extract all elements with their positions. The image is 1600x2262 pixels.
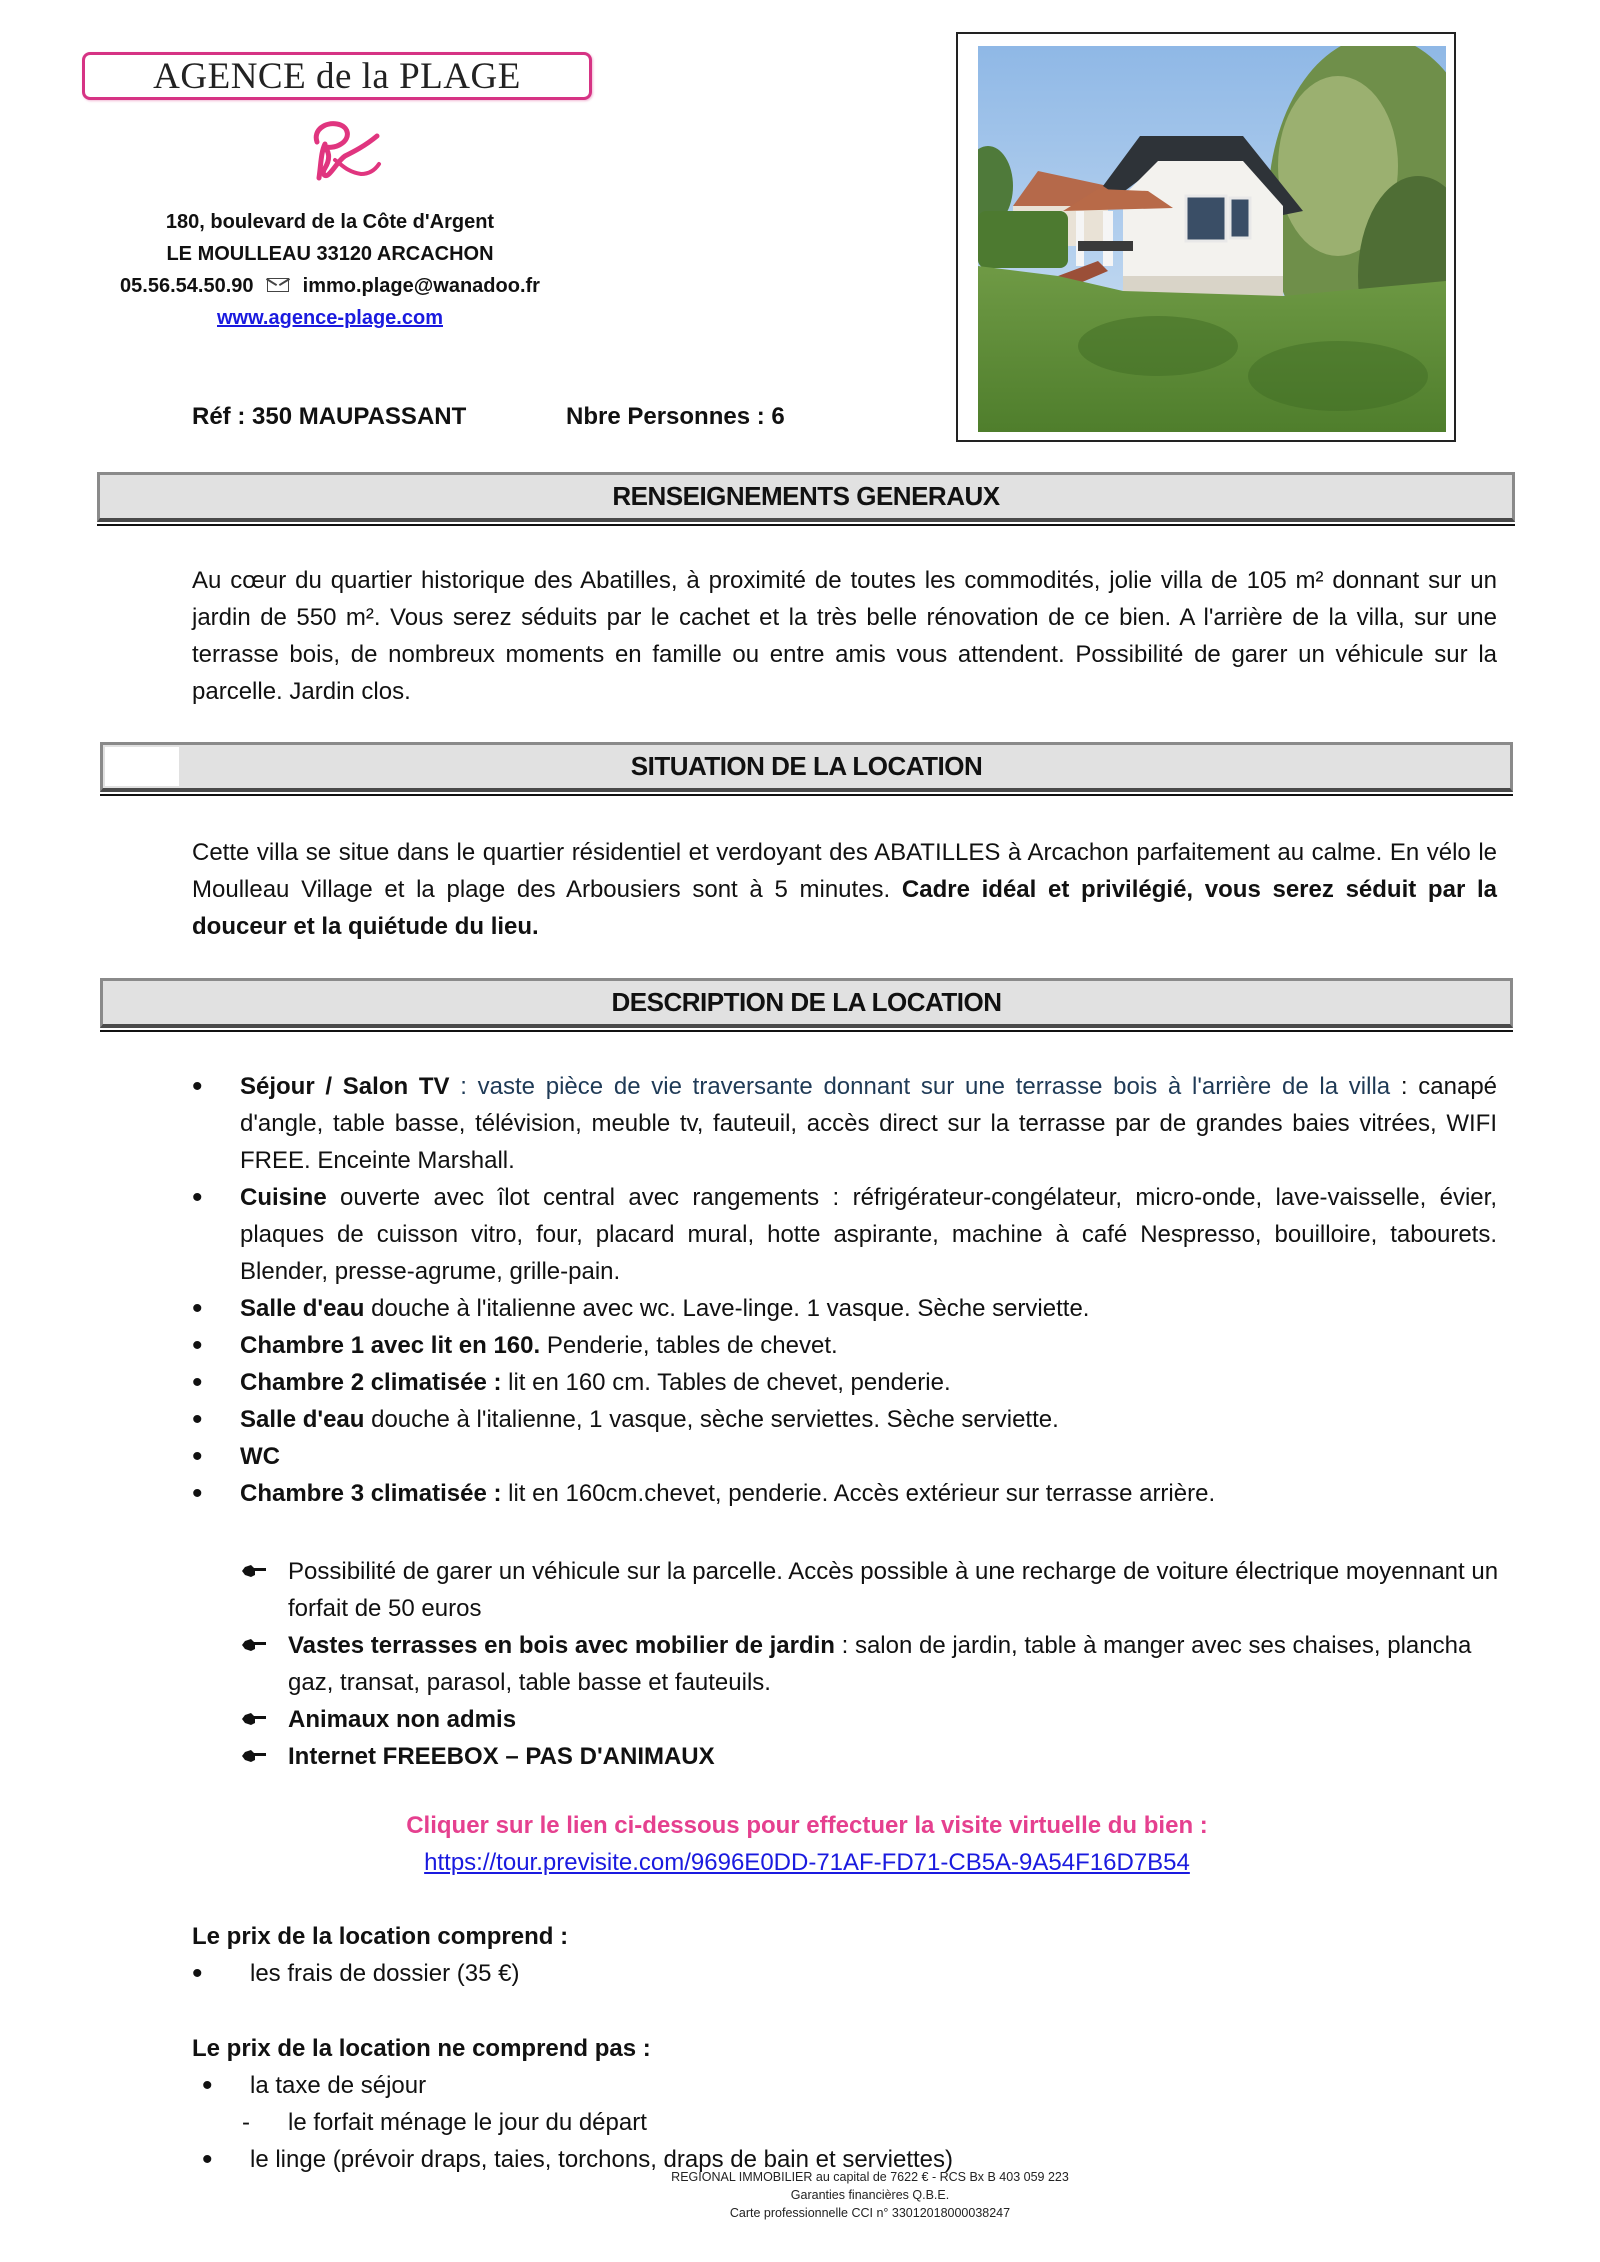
price-exclude-item: la taxe de séjour xyxy=(250,2072,427,2099)
room-name: Chambre 2 climatisée : xyxy=(240,1369,502,1396)
agency-website-link[interactable]: www.agence-plage.com xyxy=(217,307,443,329)
general-description: Au cœur du quartier historique des Abatilles, à proximité de toutes les commodités, jolie villa de 105 m² donnant sur un jardin de 550 m². Vous serez séduits par le cachet et la très belle rénovation de ce bien. A l'arrière de la villa, sur une terrasse bois, de nombreux moments en famille ou entre amis vous attendent. Possibilité de garer un véhicule sur la parcelle. Jardin clos. xyxy=(192,567,1497,705)
section-header-general xyxy=(97,472,1515,522)
extra-title: Vastes terrasses en bois avec mobilier de jardin xyxy=(288,1632,835,1659)
section-header-description xyxy=(100,978,1513,1028)
agency-email[interactable]: immo.plage@wanadoo.fr xyxy=(302,275,540,297)
list-item xyxy=(192,1290,1497,1327)
section-title: SITUATION DE LA LOCATION xyxy=(630,751,983,781)
list-item xyxy=(242,1701,1512,1738)
price-includes-heading: Le prix de la location comprend : xyxy=(192,1923,569,1950)
room-name: Salle d'eau xyxy=(240,1295,365,1322)
list-item xyxy=(192,1364,1497,1401)
list-item xyxy=(192,1068,1497,1179)
legal-footer xyxy=(560,2168,1180,2222)
agency-phone: 05.56.54.50.90 xyxy=(120,275,254,297)
bullet-icon: • xyxy=(202,2069,213,2102)
section-title: DESCRIPTION DE LA LOCATION xyxy=(611,987,1002,1017)
listing-reference: Réf : 350 MAUPASSANT xyxy=(192,403,467,430)
extra-title: Animaux non admis xyxy=(288,1706,517,1733)
footer-guarantee: Garanties financières Q.B.E. xyxy=(790,2188,950,2202)
extra-title: Internet FREEBOX – PAS D'ANIMAUX xyxy=(288,1743,715,1770)
price-excludes-heading: Le prix de la location ne comprend pas : xyxy=(192,2035,651,2062)
dash-marker: - xyxy=(242,2109,250,2136)
price-exclude-item: le linge (prévoir draps, taies, torchons, draps de bain et serviettes) xyxy=(250,2146,954,2173)
list-item xyxy=(192,1475,1497,1512)
room-name: Chambre 3 climatisée : xyxy=(240,1480,502,1507)
footer-company: REGIONAL IMMOBILIER au capital de 7622 € - RCS Bx B 403 059 223 xyxy=(671,2170,1069,2184)
situation-description xyxy=(192,834,1497,945)
room-name: Séjour / Salon TV xyxy=(240,1073,450,1100)
property-photo xyxy=(978,46,1446,432)
envelope-icon xyxy=(267,278,289,292)
room-name: WC xyxy=(240,1443,280,1470)
room-details: lit en 160 cm. Tables de chevet, penderie. xyxy=(501,1369,951,1396)
section-title: RENSEIGNEMENTS GENERAUX xyxy=(612,481,1000,511)
bullet-icon: • xyxy=(192,1957,203,1990)
listing-persons: Nbre Personnes : 6 xyxy=(566,403,785,430)
bullet-icon: • xyxy=(202,2143,213,2176)
pointing-hand-icon xyxy=(242,1639,266,1651)
price-exclude-item: le forfait ménage le jour du départ xyxy=(288,2109,647,2136)
header-white-tab xyxy=(105,747,179,786)
section-header-situation xyxy=(100,742,1513,792)
pointing-hand-icon xyxy=(242,1565,266,1577)
price-include-item: les frais de dossier (35 €) xyxy=(250,1960,520,1987)
room-name: Chambre 1 avec lit en 160. xyxy=(240,1332,541,1359)
property-photo-frame xyxy=(956,32,1456,442)
extra-text: : salon de jardin, table à manger avec ses chaises, plancha gaz, transat, parasol, table basse et fauteuils. xyxy=(288,1632,1472,1696)
agency-logo xyxy=(82,52,592,100)
room-name: Salle d'eau xyxy=(240,1406,365,1433)
room-list xyxy=(192,1068,1497,1512)
room-details: ouverte avec îlot central avec rangements : réfrigérateur-congélateur, micro-onde, lave-vaisselle, évier, plaques de cuisson vitro, four, placard mural, hotte aspirante, machine à café Nespresso, bouilloire, tabourets. Blender, presse-agrume, grille-pain. xyxy=(240,1184,1497,1285)
extras-list xyxy=(242,1553,1512,1775)
room-details: Penderie, tables de chevet. xyxy=(540,1332,838,1359)
virtual-tour-cta: Cliquer sur le lien ci-dessous pour effectuer la visite virtuelle du bien : xyxy=(406,1812,1208,1839)
list-item xyxy=(242,1553,1512,1627)
room-name: Cuisine xyxy=(240,1184,327,1211)
agency-r-logo-icon xyxy=(295,112,385,192)
pointing-hand-icon xyxy=(242,1713,266,1725)
list-item xyxy=(192,1327,1497,1364)
situation-text-bold: Cadre idéal et privilégié, vous serez séduit par la douceur et la quiétude du lieu. xyxy=(192,876,1497,940)
room-details: douche à l'italienne avec wc. Lave-linge. 1 vasque. Sèche serviette. xyxy=(364,1295,1090,1322)
room-details: lit en 160cm.chevet, penderie. Accès extérieur sur terrasse arrière. xyxy=(501,1480,1216,1507)
situation-text: Cette villa se situe dans le quartier résidentiel et verdoyant des ABATILLES à Arcachon parfaitement au calme. En vélo le Moulleau Village et la plage des Arbousiers sont à 5 minutes. xyxy=(192,839,1497,903)
list-item xyxy=(242,1627,1512,1701)
pointing-hand-icon xyxy=(242,1750,266,1762)
agency-contact xyxy=(60,206,600,334)
extra-text: Possibilité de garer un véhicule sur la parcelle. Accès possible à une recharge de voiture électrique moyennant un forfait de 50 euros xyxy=(288,1558,1499,1622)
room-details: douche à l'italienne, 1 vasque, sèche serviettes. Sèche serviette. xyxy=(364,1406,1059,1433)
agency-address-line2: LE MOULLEAU 33120 ARCACHON xyxy=(166,243,494,265)
list-item xyxy=(192,1179,1497,1290)
list-item xyxy=(242,1738,1512,1775)
room-summary: : vaste pièce de vie traversante donnant sur une terrasse bois à l'arrière de la villa xyxy=(449,1073,1391,1100)
virtual-tour-link[interactable]: https://tour.previsite.com/9696E0DD-71AF-FD71-CB5A-9A54F16D7B54 xyxy=(424,1849,1190,1876)
list-item xyxy=(192,1438,1497,1475)
footer-license: Carte professionnelle CCI n° 33012018000038247 xyxy=(729,2206,1011,2220)
list-item xyxy=(192,1401,1497,1438)
room-details: : canapé d'angle, table basse, télévision, meuble tv, fauteuil, accès direct sur la terrasse par de grandes baies vitrées, WIFI FREE. Enceinte Marshall. xyxy=(240,1073,1498,1174)
agency-name: AGENCE de la PLAGE xyxy=(153,55,521,97)
house-photo-icon xyxy=(978,46,1446,432)
agency-address-line1: 180, boulevard de la Côte d'Argent xyxy=(165,211,495,233)
